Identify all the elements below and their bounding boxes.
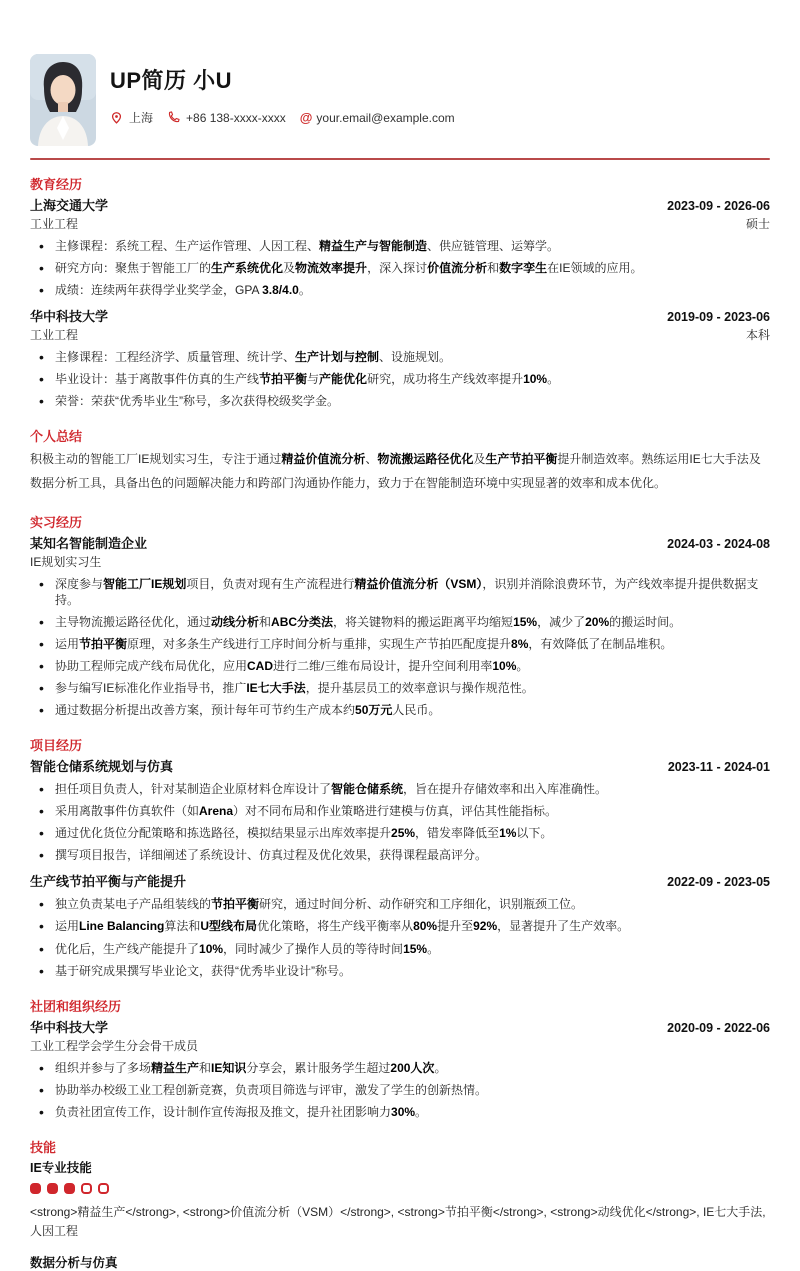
bullet-item: • 主修课程：工程经济学、质量管理、统计学、生产计划与控制、设施规划。 xyxy=(30,349,770,365)
skill-dot xyxy=(30,1183,41,1194)
header-text xyxy=(110,54,461,146)
section-education xyxy=(30,174,770,409)
degree: 硕士 xyxy=(745,217,770,231)
entry-date: 2022-09 - 2023-05 xyxy=(667,875,770,890)
school-name: 上海交通大学 xyxy=(30,198,109,213)
bullet-list xyxy=(30,781,770,863)
bullet-item: • 协助举办校级工业工程创新竞赛，负责项目筛选与评审，激发了学生的创新热情。 xyxy=(30,1082,770,1098)
bullet-item: • 负责社团宣传工作，设计制作宣传海报及推文，提升社团影响力30%。 xyxy=(30,1104,770,1120)
contact-row xyxy=(110,109,461,126)
section-summary xyxy=(30,426,770,494)
entry-date: 2023-11 - 2024-01 xyxy=(667,760,770,775)
bullet-list xyxy=(30,238,770,298)
school-name: 华中科技大学 xyxy=(30,309,109,325)
bullet-list xyxy=(30,576,770,719)
email-text: your.email@example.com xyxy=(316,110,455,125)
phone-icon xyxy=(167,111,180,124)
skill-text: <strong>精益生产</strong>, <strong>价值流分析（VSM）</strong>, <strong>节拍平衡</strong>, <strong>动线优化</strong>, IE七大手法, 人因工程 xyxy=(30,1204,766,1239)
bullet-item: • 优化后，生产线产能提升了10%，同时减少了操作人员的等待时间15%。 xyxy=(30,941,770,957)
skill-group xyxy=(30,1253,770,1271)
bullet-item: • 基于研究成果撰写毕业论文，获得“优秀毕业设计”称号。 xyxy=(30,963,770,979)
education-entry xyxy=(30,195,770,298)
education-entry xyxy=(30,306,770,409)
entry-date: 2020-09 - 2022-06 xyxy=(667,1020,770,1035)
bullet-item: • 荣誉：荣获“优秀毕业生”称号，多次获得校级奖学金。 xyxy=(30,393,770,409)
bullet-item: • 运用Line Balancing算法和U型线布局优化策略，将生产线平衡率从80%提升至92%，显著提升了生产效率。 xyxy=(30,918,770,934)
resume-body xyxy=(0,160,800,1271)
bullet-item: • 深度参与智能工厂IE规划项目，负责对现有生产流程进行精益价值流分析（VSM），识别并消除浪费环节，为产线效率提升提供数据支持。 xyxy=(30,576,770,608)
skill-dot xyxy=(47,1183,58,1194)
organization-entry xyxy=(30,1017,770,1120)
bullet-item: • 采用离散事件仿真软件（如Arena）对不同布局和作业策略进行建模与仿真，评估其性能指标。 xyxy=(30,803,770,819)
phone-text: +86 138-xxxx-xxxx xyxy=(186,110,286,125)
section-projects xyxy=(30,735,770,979)
bullet-list xyxy=(30,349,770,409)
section-internship xyxy=(30,512,770,719)
entry-date: 2019-09 - 2023-06 xyxy=(667,310,770,325)
map-pin-icon xyxy=(110,111,123,125)
bullet-item: • 通过优化货位分配策略和拣选路径，模拟结果显示出库效率提升25%，错发率降低至1%以下。 xyxy=(30,825,770,841)
header xyxy=(0,0,800,146)
bullet-item: • 担任项目负责人，针对某制造企业原材料仓库设计了智能仓储系统，旨在提升存储效率和出入库准确性。 xyxy=(30,781,770,797)
section-title-summary: 个人总结 xyxy=(30,429,83,445)
skill-group-name: 数据分析与仿真 xyxy=(30,1256,118,1271)
project-name: 智能仓储系统规划与仿真 xyxy=(30,759,174,775)
bullet-item: • 主修课程：系统工程、生产运作管理、人因工程、精益生产与智能制造、供应链管理、运筹学。 xyxy=(30,238,770,254)
entry-date: 2023-09 - 2026-06 xyxy=(667,199,770,213)
section-organizations xyxy=(30,996,770,1120)
bullet-list xyxy=(30,896,770,978)
profile-photo xyxy=(30,54,96,146)
bullet-list xyxy=(30,1060,770,1120)
location-text: 上海 xyxy=(129,111,154,125)
bullet-item: • 运用节拍平衡原理，对多条生产线进行工序时间分析与重排，实现生产节拍匹配度提升8%，有效降低了在制品堆积。 xyxy=(30,636,770,652)
bullet-item: • 协助工程师完成产线布局优化，应用CAD进行二维/三维布局设计，提升空间利用率10%。 xyxy=(30,658,770,674)
role: IE规划实习生 xyxy=(30,554,102,569)
project-name: 生产线节拍平衡与产能提升 xyxy=(30,874,187,890)
contact-phone xyxy=(167,111,286,125)
bullet-item: • 组织并参与了多场精益生产和IE知识分享会，累计服务学生超过200人次。 xyxy=(30,1060,770,1076)
section-title-internship: 实习经历 xyxy=(30,514,83,530)
bullet-item: • 毕业设计：基于离散事件仿真的生产线节拍平衡与产能优化研究，成功将生产线效率提升10%。 xyxy=(30,371,770,387)
at-icon: @ xyxy=(299,110,313,125)
section-title-education: 教育经历 xyxy=(30,177,83,192)
bullet-item: • 参与编写IE标准化作业指导书，推广IE七大手法，提升基层员工的效率意识与操作规范性。 xyxy=(30,680,770,696)
major: 工业工程 xyxy=(30,217,79,231)
candidate-name: UP简历 小U xyxy=(110,68,233,93)
skill-dot xyxy=(81,1183,92,1194)
project-entry xyxy=(30,871,770,978)
skill-level-dots xyxy=(30,1183,770,1194)
bullet-item: • 成绩：连续两年获得学业奖学金，GPA 3.8/4.0。 xyxy=(30,282,770,298)
bullet-item: • 主导物流搬运路径优化，通过动线分析和ABC分类法，将关键物料的搬运距离平均缩短15%，减少了20%的搬运时间。 xyxy=(30,614,770,630)
bullet-item: • 撰写项目报告，详细阐述了系统设计、仿真过程及优化效果，获得课程最高评分。 xyxy=(30,847,770,863)
degree: 本科 xyxy=(745,328,770,343)
entry-date: 2024-03 - 2024-08 xyxy=(667,536,770,551)
skill-group-name: IE专业技能 xyxy=(30,1160,92,1175)
skill-group xyxy=(30,1158,770,1241)
company-name: 某知名智能制造企业 xyxy=(30,535,148,551)
section-title-skills: 技能 xyxy=(30,1139,57,1155)
skill-dot xyxy=(98,1183,109,1194)
bullet-item: • 独立负责某电子产品组装线的节拍平衡研究，通过时间分析、动作研究和工序细化，识别瓶颈工位。 xyxy=(30,896,770,912)
section-title-organizations: 社团和组织经历 xyxy=(30,998,122,1014)
skill-dot xyxy=(64,1183,75,1194)
section-skills xyxy=(30,1137,770,1271)
summary-text: 积极主动的智能工厂IE规划实习生，专注于通过精益价值流分析、物流搬运路径优化及生产节拍平衡提升制造效率。熟练运用IE七大手法及数据分析工具，具备出色的问题解决能力和跨部门沟通协作能力，致力于在智能制造环境中实现显著的效率和成本优化。 xyxy=(30,452,761,490)
internship-entry xyxy=(30,533,770,719)
portrait-photo-illustration xyxy=(30,54,96,146)
org-name: 华中科技大学 xyxy=(30,1019,109,1035)
major: 工业工程 xyxy=(30,328,79,343)
project-entry xyxy=(30,756,770,863)
section-title-projects: 项目经历 xyxy=(30,738,83,754)
org-role: 工业工程学会学生分会骨干成员 xyxy=(30,1038,199,1053)
contact-location xyxy=(110,109,153,126)
contact-email xyxy=(300,110,455,125)
bullet-item: • 通过数据分析提出改善方案，预计每年可节约生产成本约50万元人民币。 xyxy=(30,702,770,718)
bullet-item: • 研究方向：聚焦于智能工厂的生产系统优化及物流效率提升，深入探讨价值流分析和数字孪生在IE领域的应用。 xyxy=(30,260,770,276)
